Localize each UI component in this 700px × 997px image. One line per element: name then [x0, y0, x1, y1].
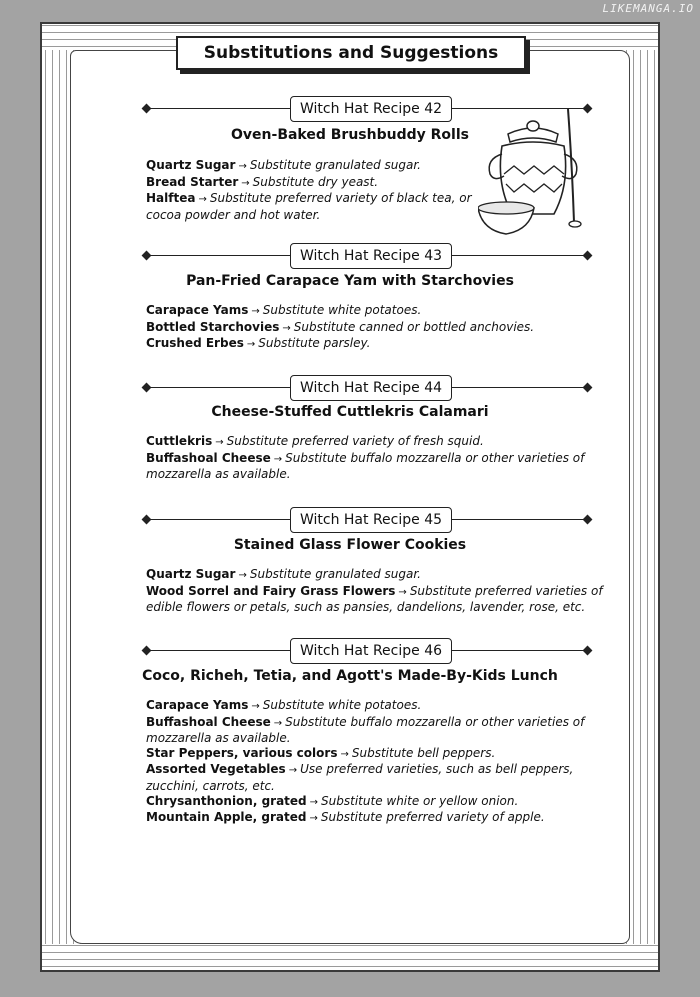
- substitution-item: [146, 762, 606, 793]
- ingredient-name: Chrysanthonion, grated: [146, 793, 307, 808]
- substitution-item: [146, 320, 606, 337]
- substitution-list: [146, 303, 606, 353]
- substitution-item: [146, 191, 476, 222]
- substitute-text: Substitute buffalo mozzarella or other varieties of mozzarella as available.: [146, 714, 585, 746]
- substitute-text: Substitute preferred varieties of edible flowers or petals, such as pansies, dandelions, lavender, rose, etc.: [146, 583, 603, 615]
- arrow-icon: →: [309, 813, 318, 825]
- substitute-text: Substitute parsley.: [258, 336, 371, 351]
- arrow-icon: →: [251, 306, 260, 317]
- substitution-item: [146, 451, 606, 482]
- recipe-tag: Witch Hat Recipe 42: [290, 96, 452, 122]
- substitution-list: [146, 158, 476, 222]
- substitution-item: [146, 567, 606, 584]
- arrow-icon: →: [215, 437, 224, 448]
- arrow-icon: →: [246, 339, 256, 351]
- substitute-text: Substitute preferred variety of black tea, or cocoa powder and hot water.: [146, 191, 472, 222]
- substitute-text: Substitute white potatoes.: [262, 303, 422, 317]
- substitute-text: Use preferred varieties, such as bell peppers, zucchini, carrots, etc.: [146, 762, 574, 793]
- substitute-text: Substitute preferred variety of apple.: [320, 810, 545, 825]
- substitute-text: Substitute dry yeast.: [252, 174, 379, 189]
- substitution-item: [146, 794, 606, 811]
- substitute-text: Substitute canned or bottled anchovies.: [293, 319, 535, 334]
- substitution-item: [146, 336, 606, 353]
- ingredient-name: Buffashoal Cheese: [146, 714, 271, 729]
- substitution-item: [146, 746, 606, 763]
- ingredient-name: Assorted Vegetables: [146, 762, 286, 777]
- page-title: Substitutions and Suggestions: [176, 36, 526, 70]
- substitute-text: Substitute white or yellow onion.: [321, 793, 519, 808]
- ingredient-name: Carapace Yams: [146, 698, 249, 712]
- border-bottom-pattern: [42, 944, 658, 970]
- recipe-tag: Witch Hat Recipe 43: [290, 243, 452, 269]
- substitution-item: [146, 810, 606, 827]
- recipe-name: Pan-Fried Carapace Yam with Starchovies: [186, 273, 514, 289]
- recipe-name: Oven-Baked Brushbuddy Rolls: [231, 127, 469, 143]
- ingredient-name: Quartz Sugar: [146, 158, 236, 172]
- substitution-item: [146, 715, 606, 746]
- substitution-item: [146, 584, 606, 615]
- arrow-icon: →: [198, 194, 207, 206]
- ingredient-name: Star Peppers, various colors: [146, 745, 338, 760]
- ingredient-name: Carapace Yams: [146, 303, 249, 317]
- ingredient-name: Mountain Apple, grated: [146, 810, 307, 825]
- arrow-icon: →: [273, 453, 283, 465]
- substitute-text: Substitute bell peppers.: [351, 745, 496, 760]
- substitution-item: [146, 698, 606, 715]
- substitution-item: [146, 303, 606, 320]
- substitution-list: [146, 434, 606, 482]
- arrow-icon: →: [251, 701, 260, 712]
- watermark: LIKEMANGA.IO: [602, 2, 694, 15]
- arrow-icon: →: [309, 796, 319, 808]
- recipe-name: Coco, Richeh, Tetia, and Agott's Made-By-Kids Lunch: [142, 668, 558, 684]
- ingredient-name: Cuttlekris: [146, 434, 213, 448]
- arrow-icon: →: [241, 177, 250, 189]
- substitution-item: [146, 434, 606, 451]
- arrow-icon: →: [238, 570, 247, 581]
- substitute-text: Substitute granulated sugar.: [249, 567, 421, 581]
- ingredient-name: Quartz Sugar: [146, 567, 236, 581]
- pot-and-bowl-illustration: [478, 104, 588, 244]
- ingredient-name: Crushed Erbes: [146, 336, 244, 351]
- ingredient-name: Wood Sorrel and Fairy Grass Flowers: [146, 583, 396, 598]
- arrow-icon: →: [282, 322, 291, 334]
- substitution-item: [146, 158, 476, 175]
- recipe-tag: Witch Hat Recipe 46: [290, 638, 452, 664]
- substitute-text: Substitute white potatoes.: [262, 698, 422, 712]
- arrow-icon: →: [340, 748, 349, 760]
- substitute-text: Substitute buffalo mozzarella or other varieties of mozzarella as available.: [146, 450, 585, 482]
- recipe-name: Stained Glass Flower Cookies: [233, 537, 467, 553]
- arrow-icon: →: [238, 161, 247, 172]
- arrow-icon: →: [398, 586, 407, 598]
- substitution-list: [146, 567, 606, 615]
- ingredient-name: Halftea: [146, 191, 196, 206]
- substitution-item: [146, 175, 476, 192]
- ingredient-name: Buffashoal Cheese: [146, 450, 271, 465]
- recipe-tag: Witch Hat Recipe 44: [290, 375, 452, 401]
- ingredient-name: Bottled Starchovies: [146, 319, 280, 334]
- recipe-name: Cheese-Stuffed Cuttlekris Calamari: [211, 404, 489, 420]
- arrow-icon: →: [273, 717, 283, 729]
- arrow-icon: →: [288, 765, 298, 777]
- ingredient-name: Bread Starter: [146, 174, 239, 189]
- substitute-text: Substitute preferred variety of fresh squid.: [226, 434, 484, 448]
- substitution-list: [146, 698, 606, 827]
- recipe-tag: Witch Hat Recipe 45: [290, 507, 452, 533]
- substitute-text: Substitute granulated sugar.: [249, 158, 421, 172]
